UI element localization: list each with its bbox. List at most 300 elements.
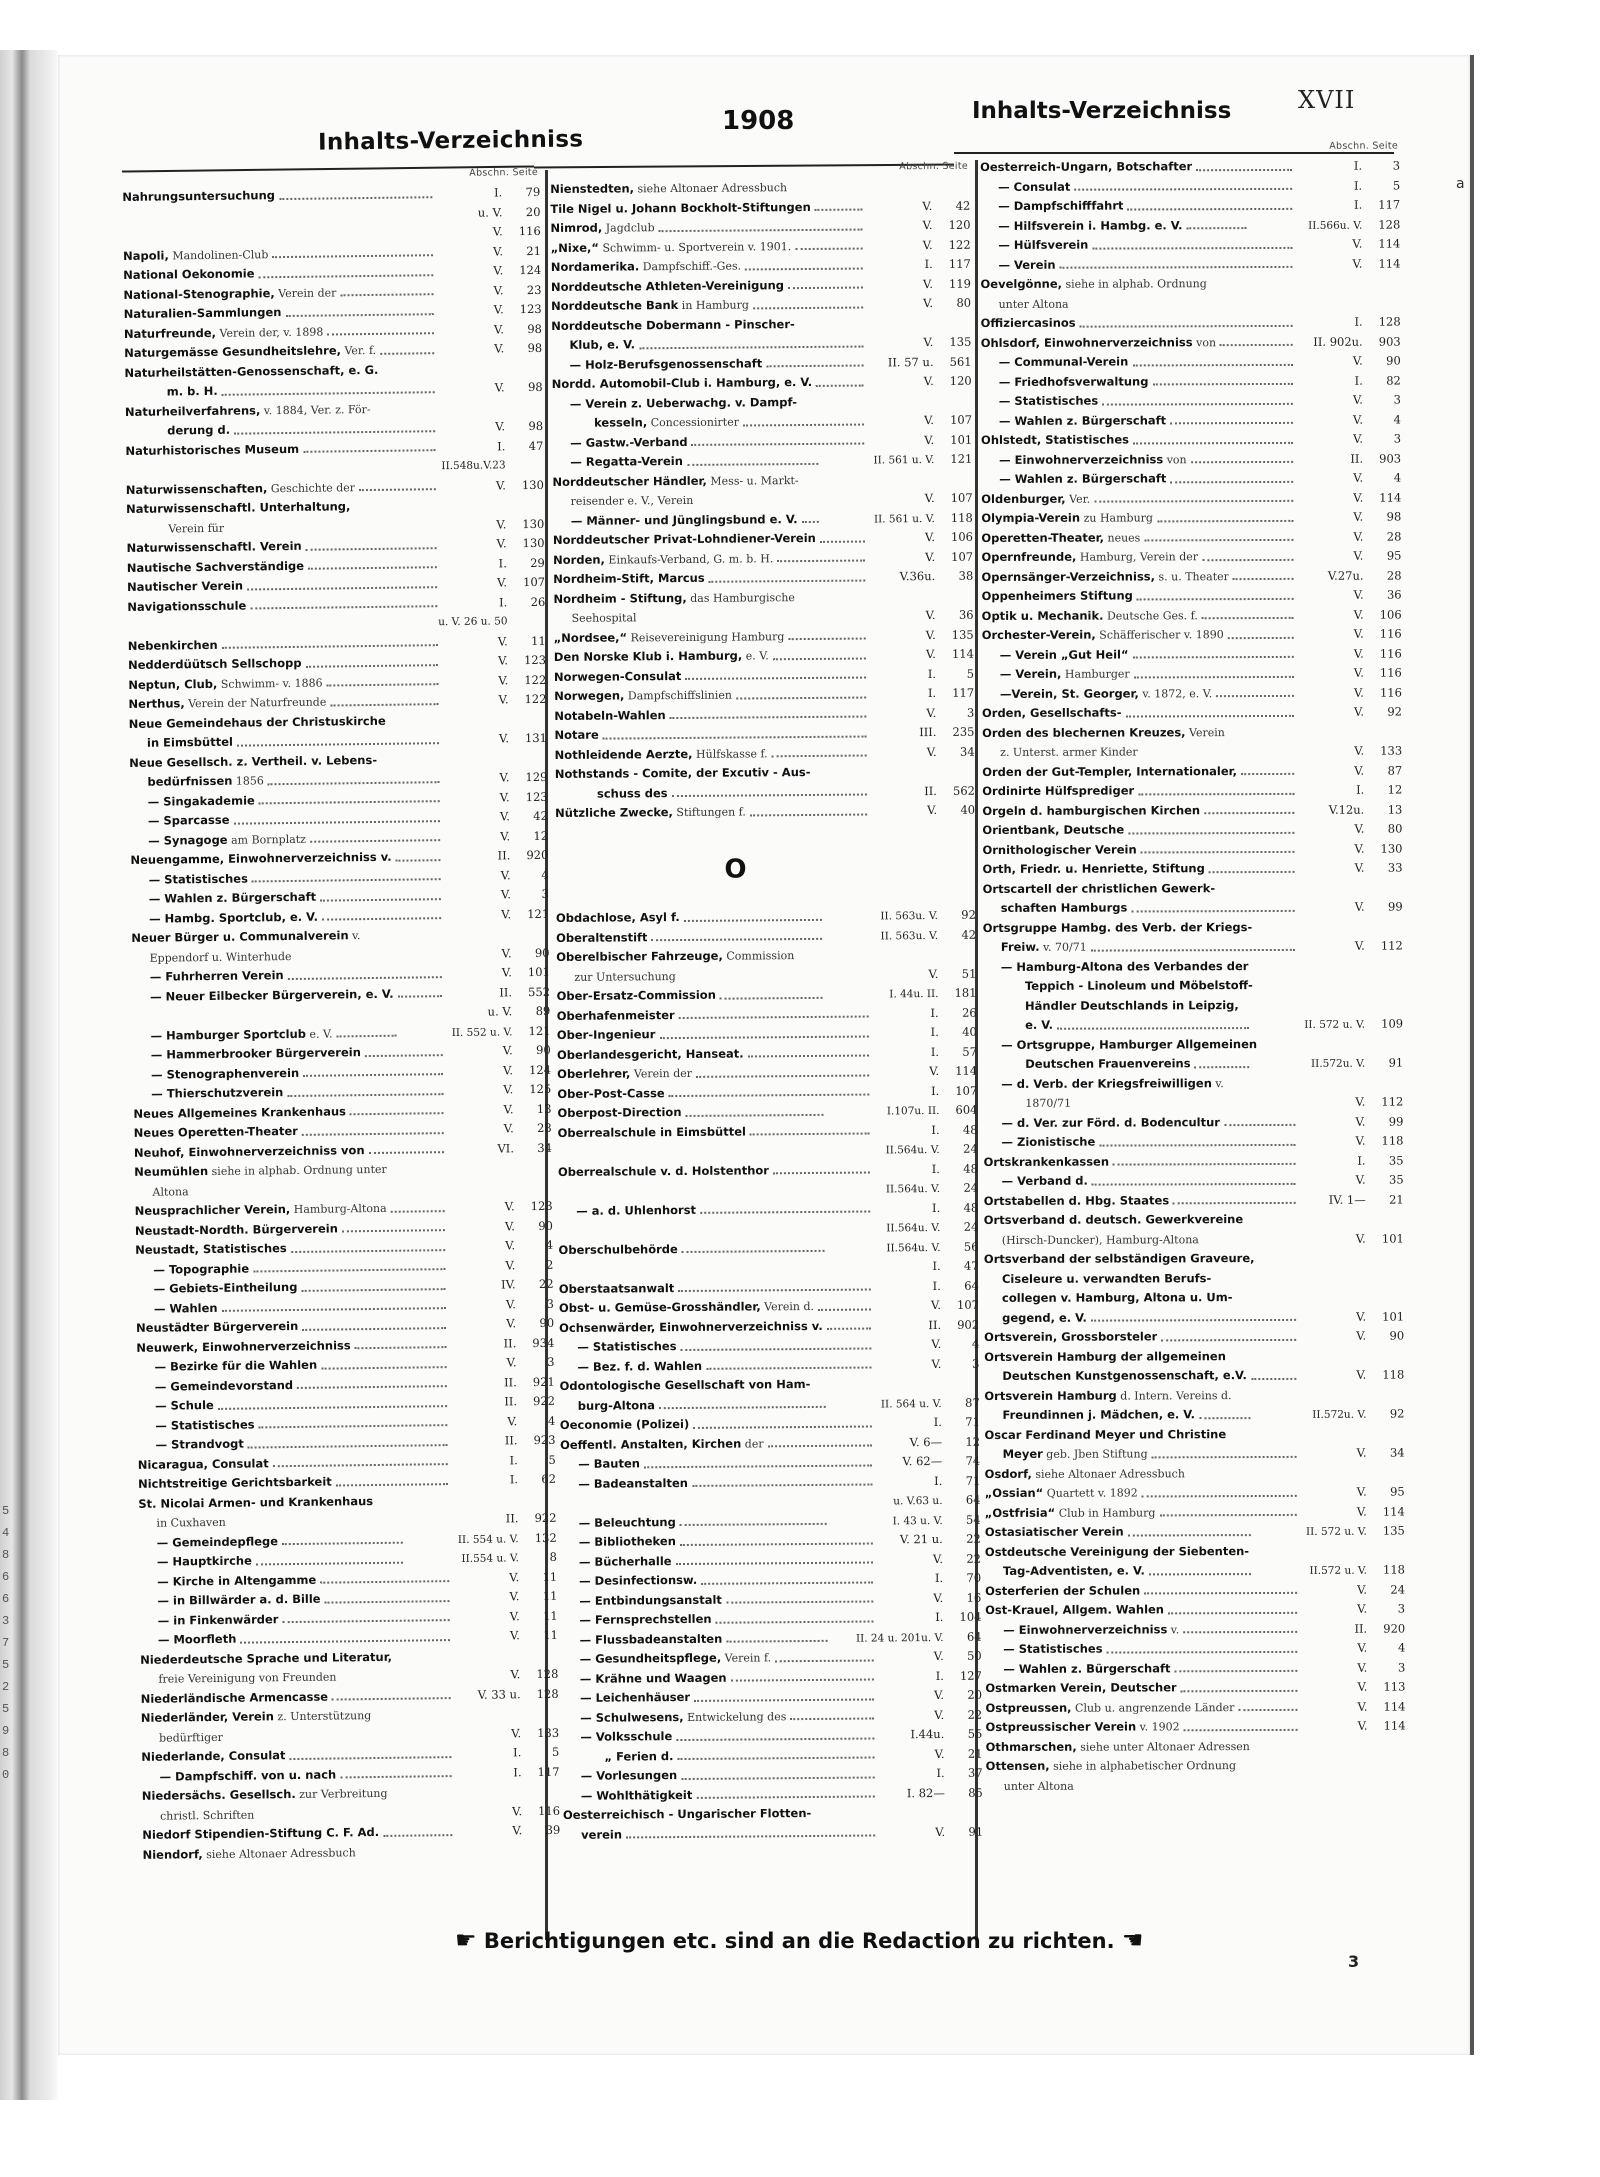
- entry-name: Obst- u. Gemüse-Grosshändler,: [558, 1299, 761, 1315]
- entry-name: — Einwohnerverzeichniss: [999, 451, 1164, 467]
- entry-section: V.: [1355, 1133, 1366, 1148]
- leader-dots: [639, 345, 863, 349]
- leader-dots: [320, 898, 441, 901]
- entry-section: V.: [505, 1257, 516, 1272]
- index-entry: [986, 1717, 1406, 1738]
- leader-dots: [1107, 1651, 1298, 1654]
- entry-text: [134, 1160, 387, 1183]
- entry-name: Oberhafenmeister: [556, 1007, 675, 1023]
- entry-text: [127, 596, 246, 617]
- entry-section: V.: [496, 516, 507, 531]
- leader-dots: [1141, 851, 1295, 854]
- index-entry: [982, 683, 1402, 704]
- leader-dots: [377, 1503, 448, 1504]
- entry-text: [562, 1629, 723, 1650]
- entry-section: V.: [1357, 1679, 1368, 1694]
- entry-section: II.554 u. V.: [461, 1552, 520, 1565]
- entry-page: 22: [966, 1551, 982, 1566]
- entry-section: V.: [506, 1355, 517, 1370]
- entry-section: I.: [931, 1083, 940, 1098]
- entry-note: e. V.: [305, 1026, 333, 1041]
- entry-note: Schwimm- u. Sportverein v. 1901.: [598, 239, 792, 255]
- entry-name: Neue Gesellsch. z. Vertheil. v. Lebens-: [129, 752, 378, 770]
- entry-section: II.572u. V.: [1310, 1057, 1366, 1070]
- entry-text: [551, 237, 792, 258]
- entry-page: 39: [545, 1822, 561, 1837]
- entry-note: siehe in alphabetischer Ordnung: [1049, 1759, 1237, 1773]
- entry-section: V.: [1355, 1231, 1366, 1246]
- entry-name: — Wahlen: [153, 1300, 218, 1316]
- entry-section: V. 21 u.: [899, 1531, 943, 1547]
- entry-section: I.: [934, 1570, 944, 1586]
- entry-text: [128, 635, 218, 656]
- leader-dots: [1078, 1788, 1298, 1789]
- entry-section: u. V.: [487, 1004, 513, 1019]
- page-signature: 3: [1348, 1952, 1360, 1971]
- entry-text: [554, 706, 666, 726]
- entry-name: Neuer Bürger u. Communalverein: [131, 928, 349, 945]
- entry-name: — Verein z. Ueberwachg. v. Dampf-: [569, 394, 798, 411]
- entry-section: V.: [1355, 1114, 1366, 1129]
- entry-name: Orden, Gesellschafts-: [981, 705, 1122, 720]
- leader-dots: [306, 547, 437, 551]
- entry-section: V.: [498, 731, 510, 746]
- leader-dots: [1175, 1670, 1298, 1672]
- entry-page: 107: [951, 549, 974, 564]
- entry-name: — Stenographenverein: [150, 1065, 300, 1082]
- index-entry: [984, 1346, 1404, 1367]
- entry-text: [139, 1552, 252, 1573]
- leader-dots: [802, 521, 819, 523]
- entry-name: Oberrealschule v. d. Holstenthor: [557, 1162, 769, 1179]
- entry-text: [983, 918, 1253, 938]
- entry-note: unter Altona: [1003, 1779, 1074, 1793]
- leader-dots: [696, 1796, 874, 1799]
- index-entry: [985, 1697, 1405, 1718]
- entry-text: [130, 811, 230, 832]
- entry-page: 4: [1397, 1640, 1406, 1655]
- entry-section: V.: [509, 1608, 520, 1623]
- entry-section: V.: [499, 770, 510, 785]
- index-entry: [985, 1678, 1405, 1699]
- margin-number: 5: [2, 1702, 10, 1716]
- entry-note: unter Altona: [998, 297, 1069, 311]
- entry-text: [551, 315, 795, 336]
- entry-note: Verein: [1185, 725, 1225, 739]
- entry-page: 117: [948, 256, 971, 271]
- leader-dots: [1228, 637, 1294, 639]
- entry-name: Oberlehrer,: [557, 1066, 631, 1081]
- entry-section: I. 44u. II.: [889, 987, 939, 1001]
- index-entry: [985, 1580, 1405, 1601]
- leader-dots: [310, 839, 440, 843]
- entry-text: [553, 588, 795, 609]
- entry-note: s. u. Theater: [1154, 569, 1229, 583]
- index-entry: [983, 1132, 1403, 1153]
- entry-note: zur Verbreitung: [295, 1786, 388, 1801]
- entry-page: 13: [1387, 802, 1403, 817]
- entry-text: [983, 1074, 1224, 1094]
- entry-page: 89: [535, 1003, 551, 1019]
- leader-dots: [1094, 500, 1293, 503]
- entry-page: 11: [543, 1627, 558, 1642]
- entry-name: — Bibliotheken: [578, 1534, 676, 1549]
- leader-dots: [1149, 1573, 1251, 1575]
- entry-name: — d. Verb. der Kriegsfreiwilligen: [1001, 1075, 1212, 1091]
- entry-name: — Statistisches: [577, 1339, 677, 1354]
- leader-dots: [750, 1133, 870, 1136]
- entry-page: 128: [536, 1666, 559, 1682]
- margin-number: 5: [2, 1504, 10, 1518]
- entry-text: [556, 908, 680, 928]
- entry-name: Operetten-Theater,: [981, 530, 1104, 545]
- entry-text: [980, 216, 1182, 236]
- entry-note: Concessionirter: [647, 415, 740, 430]
- entry-note: siehe Altonaer Adressbuch: [633, 181, 788, 196]
- entry-section: V.: [924, 490, 935, 506]
- entry-name: Nebenkirchen: [127, 637, 218, 653]
- entry-page: 130: [521, 477, 544, 492]
- entry-name: Notare: [554, 727, 599, 742]
- entry-name: — Gemeindevorstand: [154, 1377, 294, 1394]
- leader-dots: [282, 1542, 403, 1545]
- entry-text: [984, 1347, 1226, 1367]
- leader-dots: [1220, 344, 1293, 346]
- index-entry: [985, 1658, 1405, 1679]
- entry-text: [561, 1513, 676, 1533]
- entry-name: Ober-Ingenieur: [556, 1027, 656, 1042]
- entry-page: 54: [965, 1512, 981, 1527]
- leader-dots: [1195, 1066, 1250, 1068]
- entry-name: Nothstands - Comite, der Excutiv - Aus-: [554, 764, 811, 781]
- entry-section: V.: [1357, 1640, 1368, 1655]
- entry-text: [984, 1269, 1211, 1289]
- entry-text: [126, 518, 224, 539]
- index-entry: [982, 839, 1402, 860]
- entry-name: — Neuer Eilbecker Bürgerverein, e. V.: [149, 986, 394, 1004]
- leader-dots: [684, 919, 822, 922]
- leader-dots: [798, 958, 868, 959]
- entry-name: Naturheilstätten-Genossenschaft, e. G.: [124, 362, 379, 380]
- leader-dots: [815, 209, 863, 211]
- entry-section: II.548u.V.23: [441, 459, 506, 473]
- entry-section: V.: [494, 341, 505, 356]
- entry-name: Neuhof, Einwohnerverzeichniss von: [133, 1142, 365, 1160]
- entry-section: II.: [497, 848, 511, 863]
- entry-note: das Hamburgische: [686, 590, 795, 605]
- leader-dots: [681, 1776, 874, 1780]
- leader-dots: [818, 1308, 871, 1310]
- entry-text: [554, 686, 732, 707]
- leader-dots: [565, 1505, 827, 1507]
- leader-dots: [1170, 481, 1293, 483]
- entry-name: Naturalien-Sammlungen: [123, 305, 282, 321]
- leader-dots: [716, 1620, 874, 1623]
- entry-name: — Statistisches: [148, 871, 248, 887]
- entry-note: zu Hamburg: [1080, 511, 1153, 525]
- index-entry: [985, 1444, 1405, 1465]
- entry-section: [440, 508, 506, 509]
- index-entry: [984, 1268, 1404, 1289]
- entry-page: 28: [536, 1120, 552, 1135]
- pointing-hand-left-icon: ☚: [1121, 1926, 1144, 1954]
- entry-text: [563, 1804, 811, 1825]
- column-header: Abschn. Seite: [469, 166, 539, 179]
- entry-text: [142, 1843, 355, 1865]
- entry-section: II.: [924, 783, 937, 798]
- entry-name: — Statistisches: [155, 1416, 255, 1433]
- entry-text: [557, 1044, 744, 1065]
- entry-text: [135, 1239, 287, 1260]
- leader-dots: [773, 657, 866, 660]
- margin-number: 2: [2, 1680, 10, 1694]
- entry-note: zur Untersuchung: [574, 969, 676, 984]
- entry-text: [983, 957, 1249, 977]
- leader-dots: [680, 1542, 873, 1546]
- entry-name: — Gesundheitspflege,: [579, 1650, 722, 1666]
- leader-dots: [1157, 520, 1293, 522]
- entry-name: Navigationsschule: [127, 598, 247, 614]
- index-entry: [982, 664, 1402, 685]
- entry-text: [982, 645, 1129, 665]
- entry-text: [138, 1473, 332, 1495]
- entry-page: 98: [528, 418, 544, 434]
- entry-text: [554, 627, 785, 648]
- entry-name: Deutschen Kunstgenossenschaft, e.V.: [1002, 1368, 1247, 1383]
- entry-note: Mess- u. Markt-: [706, 473, 799, 488]
- entry-text: [557, 1064, 692, 1085]
- entry-section: [454, 1659, 520, 1660]
- margin-number: 8: [2, 1746, 10, 1760]
- entry-page: 29: [530, 555, 545, 570]
- leader-dots: [290, 1756, 452, 1760]
- entry-name: Norddeutsche Dobermann - Pinscher-: [551, 316, 795, 333]
- entry-name: Oscar Ferdinand Meyer und Christine: [984, 1426, 1227, 1442]
- entry-section: V.: [497, 575, 508, 590]
- entry-name: — Singakademie: [147, 792, 255, 809]
- leader-dots: [392, 1796, 452, 1797]
- leader-dots: [1241, 773, 1294, 775]
- entry-note: Schwimm- v. 1886: [217, 676, 323, 691]
- entry-text: [135, 1199, 387, 1222]
- entry-section: V.: [1356, 1328, 1367, 1343]
- entry-name: Neuengamme, Einwohnerverzeichniss v.: [130, 849, 392, 867]
- entry-section: I.: [932, 1278, 941, 1293]
- leader-dots: [1144, 539, 1293, 542]
- entry-section: V.: [497, 633, 508, 648]
- index-entry: [982, 625, 1402, 646]
- entry-page: 119: [948, 276, 972, 291]
- index-entry: [981, 566, 1401, 587]
- entry-name: Naturfreunde,: [123, 325, 217, 341]
- entry-note: Mandolinen-Club: [168, 247, 269, 262]
- entry-name: — Entbindungsanstalt: [579, 1592, 722, 1608]
- entry-name: — Hauptkirche: [156, 1553, 252, 1569]
- entry-name: Niendorf,: [142, 1846, 203, 1862]
- entry-section: II.: [504, 1394, 518, 1409]
- leader-dots: [396, 1659, 450, 1660]
- entry-section: V.: [1356, 1309, 1367, 1324]
- entry-text: [985, 1444, 1148, 1464]
- entry-page: 36: [958, 607, 974, 622]
- entry-page: 35: [1388, 1172, 1404, 1187]
- leader-dots: [641, 619, 866, 621]
- entry-text: [981, 547, 1198, 567]
- entry-section: V.: [501, 906, 512, 921]
- entry-name: Neumühlen: [134, 1164, 209, 1179]
- entry-name: Nautische Sachverständige: [126, 558, 305, 575]
- entry-page: 12: [533, 828, 549, 843]
- entry-name: Ortsverein Hamburg der allgemeinen: [984, 1348, 1226, 1364]
- leader-dots: [355, 1346, 447, 1349]
- entry-section: [869, 482, 935, 483]
- entry-page: 38: [958, 568, 974, 583]
- entry-page: 21: [1389, 1192, 1404, 1207]
- entry-name: Ordinirte Hülfsprediger: [982, 783, 1135, 798]
- entry-text: [984, 1366, 1247, 1386]
- entry-section: [452, 1503, 518, 1504]
- leader-dots: [306, 664, 439, 668]
- entry-text: [984, 1172, 1088, 1192]
- entry-note: Schäfferischer v. 1890: [1095, 628, 1224, 642]
- entry-text: [129, 771, 264, 792]
- index-entry: [556, 906, 976, 929]
- entry-section: V.: [496, 536, 507, 551]
- entry-name: Ostpreussischer Verein: [985, 1719, 1137, 1734]
- leader-dots: [130, 471, 390, 474]
- index-entry: [985, 1541, 1405, 1562]
- entry-name: — Hamburger Sportclub: [150, 1026, 307, 1043]
- index-entry: [984, 1307, 1404, 1328]
- edge-mark: a: [1456, 176, 1465, 192]
- entry-section: [438, 372, 504, 373]
- entry-section: V.: [1355, 1172, 1366, 1187]
- entry-section: II. 552 u. V.: [451, 1025, 513, 1039]
- entry-page: 71: [965, 1473, 981, 1488]
- entry-name: verein: [581, 1826, 623, 1842]
- index-entry: [981, 488, 1401, 509]
- entry-note: von: [1163, 452, 1187, 466]
- index-entry: [982, 644, 1402, 665]
- leader-dots: [272, 254, 433, 258]
- entry-name: Neptun, Club,: [128, 676, 218, 692]
- leader-dots: [1080, 325, 1293, 328]
- entry-section: [866, 190, 932, 191]
- entry-name: Neusprachlicher Verein,: [134, 1202, 291, 1218]
- entry-text: [983, 938, 1087, 958]
- index-entry: [984, 1171, 1404, 1192]
- entry-note: Club u. angrenzende Länder: [1071, 1700, 1235, 1715]
- entry-section: II.: [928, 1317, 942, 1332]
- leader-dots: [390, 723, 439, 724]
- leader-dots: [659, 228, 863, 232]
- index-entry: [551, 294, 971, 317]
- entry-section: V.: [1354, 938, 1365, 953]
- entry-page: 13: [536, 1101, 552, 1116]
- entry-name: Nordheim - Stiftung,: [553, 590, 687, 606]
- entry-name: Ornithologischer Verein: [982, 841, 1137, 857]
- entry-name: Optik u. Mechanik.: [981, 608, 1104, 623]
- entry-note: v. 1884, Ver. z. För-: [260, 402, 371, 417]
- entry-section: I.: [1357, 1153, 1366, 1168]
- entry-note: neues: [1103, 530, 1141, 545]
- entry-page: 34: [537, 1140, 553, 1155]
- entry-section: [872, 958, 938, 959]
- entry-name: — Fernsprechstellen: [579, 1611, 712, 1627]
- leader-dots: [1113, 1163, 1296, 1166]
- leader-dots: [398, 995, 442, 998]
- entry-text: [983, 898, 1128, 918]
- entry-page: 90: [534, 945, 550, 960]
- entry-name: Oberelbischer Fahrzeuge,: [556, 948, 723, 964]
- leader-dots: [644, 1464, 872, 1468]
- entry-section: V.: [1352, 392, 1363, 407]
- entry-text: [986, 1717, 1180, 1737]
- index-entry: [983, 1034, 1403, 1055]
- entry-note: der: [741, 1436, 764, 1451]
- entry-section: V.: [493, 321, 505, 336]
- entry-section: I.: [933, 1414, 942, 1430]
- leader-dots: [679, 1016, 869, 1019]
- index-entry: [983, 878, 1403, 899]
- entry-name: Naturwissenschaftl. Unterhaltung,: [126, 499, 351, 516]
- leader-dots: [250, 605, 437, 609]
- entry-section: I. 43 u. V.: [892, 1514, 943, 1527]
- entry-text: [559, 1316, 823, 1338]
- leader-dots: [341, 1679, 451, 1680]
- entry-page: 123: [523, 652, 547, 668]
- entry-name: — Statistisches: [998, 393, 1099, 408]
- index-entry: [980, 176, 1400, 197]
- entry-page: 4: [1393, 470, 1402, 485]
- entry-name: Naturheilverfahrens,: [124, 402, 261, 419]
- entry-name: Teppich - Linoleum und Möbelstoff-: [1024, 978, 1253, 993]
- entry-page: 47: [528, 438, 544, 453]
- leader-dots: [1073, 306, 1293, 307]
- entry-section: [869, 599, 935, 600]
- entry-text: [985, 1678, 1176, 1698]
- entry-text: [560, 1375, 811, 1396]
- entry-section: V.: [928, 966, 939, 981]
- entry-text: [984, 1230, 1199, 1250]
- entry-section: V.: [1353, 431, 1364, 446]
- entry-page: 118: [1382, 1367, 1405, 1382]
- entry-name: Neustadt-Nordth. Bürgerverein: [134, 1220, 338, 1238]
- entry-page: 98: [527, 340, 543, 356]
- entry-name: — Desinfectionsw.: [579, 1572, 698, 1588]
- entry-section: V.: [926, 744, 937, 759]
- entry-page: 4: [541, 867, 549, 882]
- entry-text: [555, 744, 768, 765]
- entry-name: Oberlandesgericht, Hanseat.: [556, 1046, 744, 1062]
- leader-dots: [1159, 1514, 1296, 1516]
- entry-note: Hülfskasse f.: [692, 746, 768, 761]
- margin-number: 4: [2, 1526, 10, 1540]
- entry-text: [982, 625, 1224, 645]
- entry-name: — Ortsgruppe, Hamburger Allgemeinen: [1001, 1036, 1258, 1052]
- entry-section: V.: [505, 1238, 516, 1253]
- entry-page: 122: [524, 691, 547, 707]
- entry-section: V.: [503, 1121, 514, 1136]
- entry-section: V.: [1352, 256, 1363, 271]
- entry-text: [138, 1454, 269, 1475]
- entry-text: [130, 848, 391, 871]
- margin-number: 3: [2, 1614, 10, 1628]
- entry-text: [130, 829, 306, 851]
- entry-name: National-Stenographie,: [123, 285, 275, 302]
- entry-note: Verein d.: [760, 1299, 815, 1314]
- entry-page: 922: [533, 1393, 556, 1409]
